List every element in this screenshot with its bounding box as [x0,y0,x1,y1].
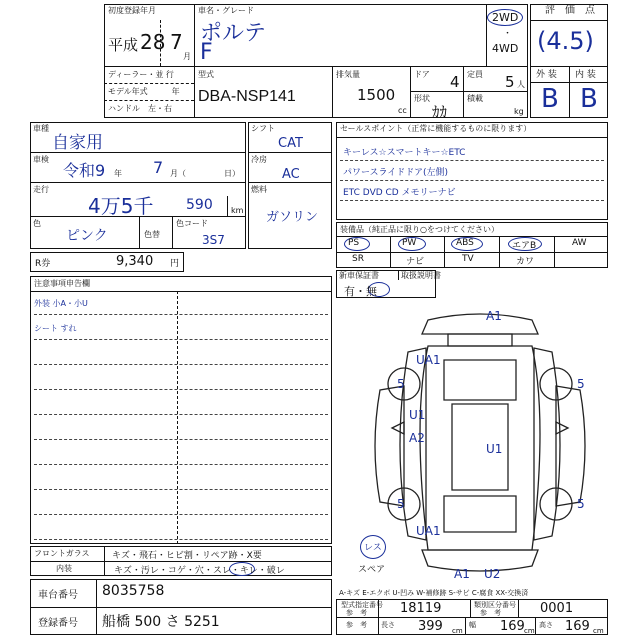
sales-point-2: パワースライドドア(左側) [343,168,449,178]
displacement-label: 排気量 [336,70,360,79]
mark-rear-a1: A1 [454,567,470,581]
length-label: 長さ [381,621,395,629]
equip-aw: AW [572,238,587,248]
recycle-section [30,252,184,272]
km-unit: km [231,206,244,215]
cc-unit: cc [398,106,407,115]
note-rule-line [34,414,328,415]
exterior-grade: B [541,84,559,114]
recycle-amount: 9,340 [116,254,154,269]
equipment-title: 装備品（純正品に限り○をつけてください） [340,225,499,234]
manual-label: 取扱説明書 [401,271,441,280]
note-line-2: シート すれ [34,324,77,333]
ac-label: 冷房 [251,155,267,164]
car-damage-diagram [352,300,608,582]
windshield-label: フロントガラス [34,549,90,558]
mark-wheel-rr: 5 [577,497,585,511]
model-year-label: モデル年式 年 [108,87,180,96]
spare-label: スペア [358,565,386,575]
equip-pw: PW [402,238,417,248]
equip-ps: PS [348,238,360,248]
mark-spare-less: レス [364,543,382,553]
note-rule-line [34,364,328,365]
score-value: (4.5) [537,27,594,55]
spec-label-1: 型式指定番号 [341,601,383,609]
width-label: 幅 [469,621,476,629]
spec-ref-2: 参 考 [480,609,501,617]
fuel-label: 燃料 [251,185,267,194]
note-rule-line [34,439,328,440]
width-value: 169 [500,619,525,634]
note-rule-line [34,514,328,515]
chassis-number: 8035758 [102,583,165,599]
equip-leather: カワ [516,257,535,267]
mileage-label: 走行 [33,185,49,194]
equip-tv: TV [462,254,474,264]
color-code: 3S7 [202,233,225,247]
shift-value: CAT [278,136,303,151]
kg-unit: kg [514,107,524,116]
mark-rear-u2: U2 [484,567,501,581]
note-line-1: 外装 小A・小U [34,299,88,308]
color-label: 色 [33,219,41,228]
width-unit: cm [524,627,535,635]
capacity-label: 定員 [467,70,483,79]
notes-title: 注意事項申告欄 [34,279,90,288]
color-value: ピンク [66,228,108,244]
sales-points-title: セールスポイント（正常に機能するものに限ります） [340,124,532,133]
inspection-month: 7 [153,158,164,177]
spec-ref-3: 参 考 [346,621,367,629]
body-shape: ｶｶ [432,103,448,121]
note-rule-line [34,339,328,340]
displacement: 1500 [357,86,396,104]
interior-cond-label: 内装 [56,564,72,573]
equip-navi: ナビ [406,257,425,267]
reg-date-label: 初度登録年月 [108,6,156,15]
note-rule-line [34,389,328,390]
shape-label: 形状 [414,94,430,103]
recycle-label: R券 [35,259,51,269]
interior-grade: B [580,84,598,114]
equip-sr: SR [352,254,364,264]
grade: F [200,40,213,65]
length-value: 399 [418,619,443,634]
inspection-era-year: 令和9 [63,161,106,180]
inspection-label: 車検 [33,155,49,164]
reg-era: 平成 [108,36,139,54]
dealer-label: ディーラー・並 行 [108,70,174,79]
month-unit: 月（ [170,169,186,178]
spec-ref-1: 参 考 [346,609,367,617]
height-label: 高さ [539,621,553,629]
spec-value-1: 18119 [400,601,442,616]
windshield-options: キズ・飛石・ヒビ割・リペア跡・X要 [112,551,262,561]
plate-label: 登録番号 [38,618,78,629]
mileage-sub: 590 [186,197,213,213]
mark-a2-left: A2 [409,431,425,445]
mark-front: A1 [486,309,502,323]
note-rule-line [34,539,328,540]
day-unit: 日） [224,169,240,178]
chassis-label: 車台番号 [38,590,78,601]
fuel-value: ガソリン [266,210,319,225]
mark-roof: U1 [486,442,503,456]
mark-u1-left: U1 [409,408,426,422]
color-code-label: 色コード [176,219,208,228]
door-label: ドア [414,70,430,79]
sales-point-1: キーレス☆スマートキー☆ETC [343,148,466,158]
type-label: 車種 [33,124,49,133]
drive-2wd: 2WD [492,11,519,24]
score-label: 評 価 点 [545,5,595,16]
interior-label: 内 装 [575,70,596,80]
note-rule-line [34,489,328,490]
exterior-label: 外 装 [536,70,557,80]
drive-4wd: 4WD [492,42,519,55]
spec-value-2: 0001 [540,601,574,616]
length-unit: cm [452,627,463,635]
mileage: 4万5千 [88,194,154,218]
reg-year: 28 [140,30,166,54]
interior-options: キズ・汚レ・コゲ・穴・スレ・キレ・破レ [114,566,285,576]
equip-abs: ABS [456,238,474,248]
ac-value: AC [282,167,300,182]
vehicle-type: 自家用 [52,133,103,153]
sales-point-3: ETC DVD CD メモリーナビ [343,188,456,198]
paint-change-label: 色替 [144,230,160,239]
mark-wheel-fr: 5 [577,377,585,391]
reg-month-unit: 月 [183,52,191,61]
model-label: 型式 [198,70,214,79]
note-rule-line [34,314,328,315]
damage-legend: A-キズ E-エクボ U-凹み W-補修跡 S-サビ C-腐食 XX-交換済 [339,589,529,597]
warranty-label: 新車保証書 [339,271,379,280]
notes-section [30,276,332,544]
reg-month: 7 [170,30,183,54]
door-count: 4 [450,73,460,91]
spec-label-2: 類別区分番号 [474,601,516,609]
equip-airbag: エアB [512,241,537,251]
load-label: 積載 [467,94,483,103]
height-value: 169 [565,619,590,634]
mark-uai-front-left: UA1 [416,353,441,367]
car-name-label: 車名・グレード [198,6,254,15]
model-code: DBA-NSP141 [198,88,296,105]
mark-wheel-rl: 5 [397,497,405,511]
person-unit: 人 [517,80,525,89]
height-unit: cm [593,627,604,635]
car-name: ポルテ [200,21,267,46]
capacity: 5 [505,73,515,91]
mark-wheel-fl: 5 [397,377,405,391]
plate-number: 船橋 500 さ 5251 [102,614,220,630]
warranty-value: 有・無 [344,285,377,298]
handle-label: ハンドル 左・右 [108,104,172,113]
mark-uai-rear-left: UA1 [416,524,441,538]
recycle-unit: 円 [170,259,180,269]
note-rule-line [34,464,328,465]
year-unit: 年 [114,169,122,178]
shift-label: シフト [251,124,275,133]
